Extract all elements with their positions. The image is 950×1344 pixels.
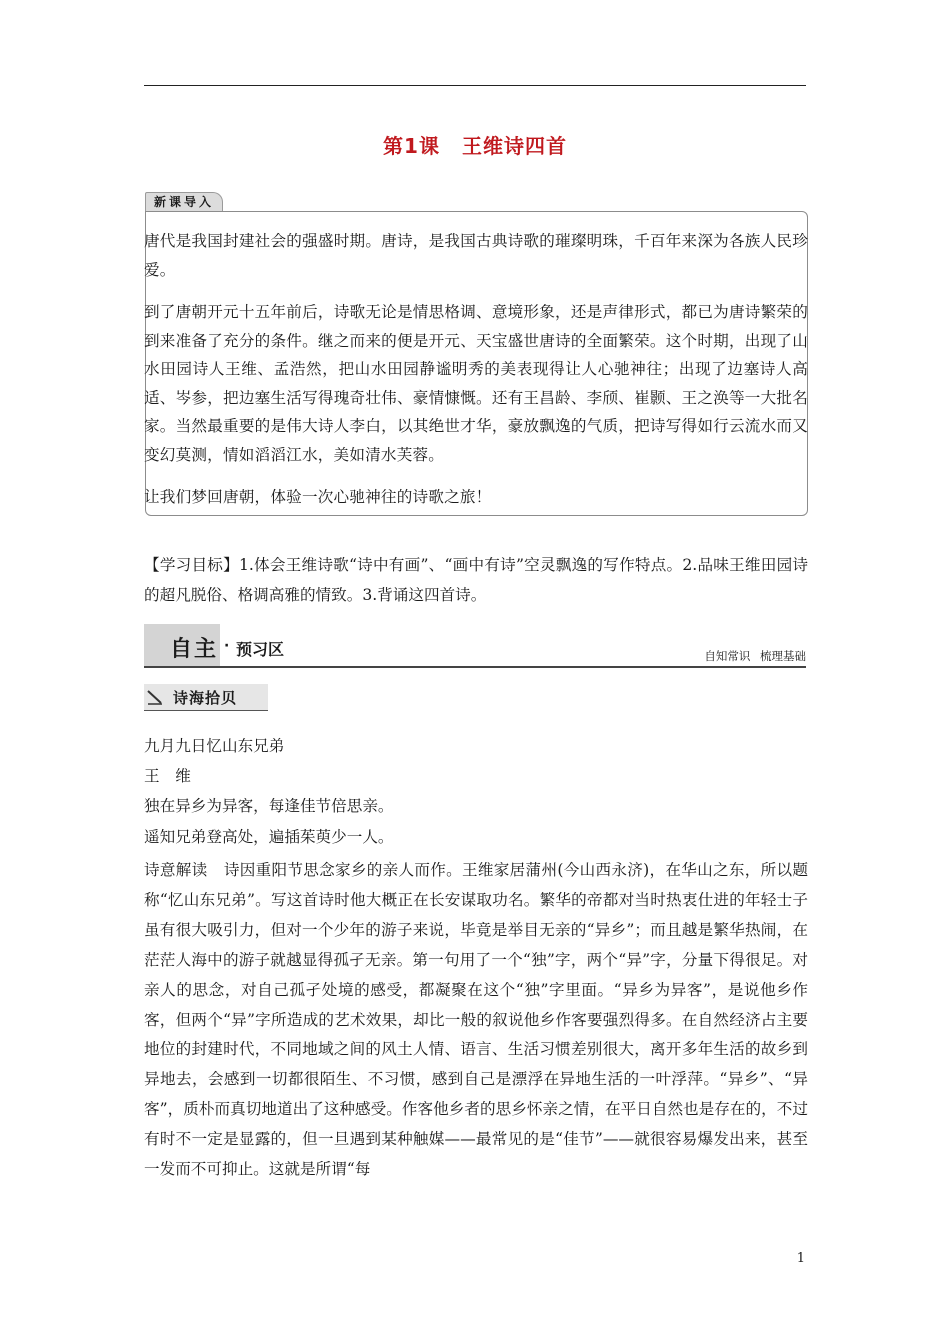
poem-title: 九月九日忆山东兄弟 <box>144 737 285 755</box>
page-number: 1 <box>796 1251 805 1266</box>
lesson-name: 王维诗四首 <box>461 134 567 158</box>
section-title-dot: · <box>224 638 230 654</box>
section-header <box>144 624 806 668</box>
intro-tab: 新课导入 <box>145 192 223 212</box>
commentary-label: 诗意解读 <box>144 861 208 879</box>
intro-paragraph-1: 唐代是我国封建社会的强盛时期。唐诗，是我国古典诗歌的璀璨明珠，千百年来深为各族人民珍爱。 <box>144 232 808 279</box>
subsection-header <box>144 684 268 710</box>
section-tagline: 自知常识 梳理基础 <box>704 649 806 663</box>
subsection-rule <box>144 710 268 711</box>
header-rule <box>144 85 806 86</box>
learning-goals-label: 【学习目标】 <box>144 556 239 574</box>
intro-paragraph-2: 到了唐朝开元十五年前后，诗歌无论是情思格调、意境形象，还是声律形式，都已为唐诗繁荣的到来准备了充分的条件。继之而来的便是开元、天宝盛世唐诗的全面繁荣。这个时期，出现了山水田园诗人王维、孟浩然，把山水田园静谧明秀的美表现得让人心驰神往；出现了边塞诗人高适、岑参，把边塞生活写得瑰奇壮伟、豪情慷慨。还有王昌龄、李颀、崔颢、王之涣等一大批名家。当然最重要的是伟大诗人李白，以其绝世才华，豪放飘逸的气质，把诗写得如行云流水而又变幻莫测，情如滔滔江水，美如清水芙蓉。 <box>144 303 808 464</box>
intro-paragraph-3: 让我们梦回唐朝，体验一次心驰神往的诗歌之旅！ <box>144 488 492 506</box>
learning-goals-text: 1.体会王维诗歌“诗中有画”、“画中有诗”空灵飘逸的写作特点。2.品味王维田园诗的超凡脱俗、格调高雅的情致。3.背诵这四首诗。 <box>144 556 808 604</box>
diagonal-stroke-icon <box>146 689 164 705</box>
poem-line-2: 遥知兄弟登高处，遍插茱萸少一人。 <box>144 828 394 846</box>
subsection-title: 诗海拾贝 <box>173 689 238 707</box>
poem-author: 王 维 <box>144 767 191 785</box>
section-title-main: 自主 <box>170 637 219 662</box>
section-title-sub: 预习区 <box>236 640 285 659</box>
poem-line-1: 独在异乡为异客，每逢佳节倍思亲。 <box>144 797 394 815</box>
poem-commentary <box>144 856 808 1185</box>
page-title <box>0 130 950 159</box>
learning-goals <box>144 550 808 610</box>
commentary-text: 诗因重阳节思念家乡的亲人而作。王维家居蒲州(今山西永济)，在华山之东，所以题称“忆山东兄弟”。写这首诗时他大概正在长安谋取功名。繁华的帝都对当时热衷仕进的年轻士子虽有很大吸引力，但对一个少年的游子来说，毕竟是举目无亲的“异乡”；而且越是繁华热闹，在茫茫人海中的游子就越显得孤孑无亲。第一句用了一个“独”字，两个“异”字，分量下得很足。对亲人的思念，对自己孤孑处境的感受，都凝聚在这个“独”字里面。“异乡为异客”，是说他乡作客，但两个“异”字所造成的艺术效果，却比一般的叙说他乡作客要强烈得多。在自然经济占主要地位的封建时代，不同地域之间的风土人情、语言、生活习惯差别很大，离开多年生活的故乡到异地去，会感到一切都很陌生、不习惯，感到自己是漂浮在异地生活的一叶浮萍。“异乡”、“异客”，质朴而真切地道出了这种感受。作客他乡者的思乡怀亲之情，在平日自然也是存在的，不过有时不一定是显露的，但一旦遇到某种触媒——最常见的是“佳节”——就很容易爆发出来，甚至一发而不可抑止。这就是所谓“每 <box>144 861 808 1179</box>
lesson-number: 第1课 <box>383 134 440 158</box>
